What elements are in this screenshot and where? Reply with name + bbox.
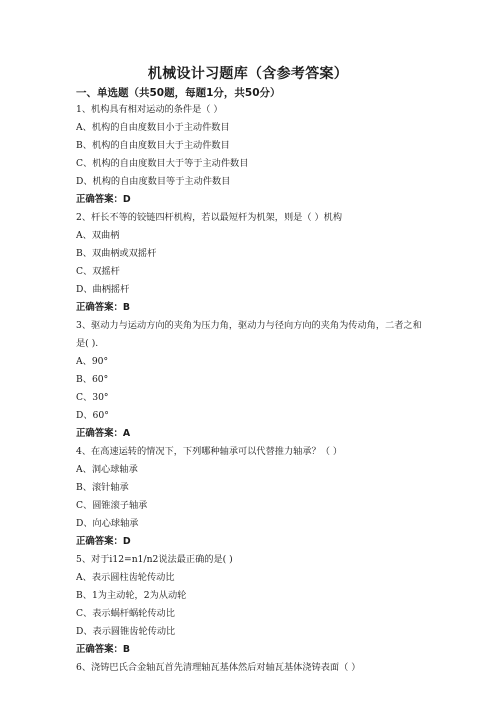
document-title: 机械设计习题库（含参考答案） xyxy=(147,66,349,82)
question-option: C、圆锥滚子轴承 xyxy=(76,500,148,511)
question-option: B、滚针轴承 xyxy=(76,482,129,493)
question-stem: 1、机构具有相对运动的条件是（ ） xyxy=(76,104,223,115)
question-option: B、机构的自由度数目大于主动件数目 xyxy=(76,140,230,151)
answer-label: 正确答案：D xyxy=(76,536,131,547)
answer-label: 正确答案：D xyxy=(76,194,131,205)
question-option: D、机构的自由度数目等于主动件数目 xyxy=(76,176,231,187)
question-option: B、1为主动轮，2为从动轮 xyxy=(76,590,187,601)
question-stem: 4、在高速运转的情况下，下列哪种轴承可以代替推力轴承？（ ） xyxy=(76,446,343,457)
question-option: D、向心球轴承 xyxy=(76,518,139,529)
question-option: B、60° xyxy=(76,374,109,385)
question-option: B、双曲柄或双摇杆 xyxy=(76,248,157,259)
question-option: D、60° xyxy=(76,410,109,421)
question-option: D、曲柄摇杆 xyxy=(76,284,130,295)
section-heading: 一、单选题（共50题，每题1分，共50分） xyxy=(76,87,281,99)
answer-label: 正确答案：A xyxy=(76,428,131,439)
question-option: C、30° xyxy=(76,392,109,403)
question-option: C、机构的自由度数目大于等于主动件数目 xyxy=(76,158,249,169)
question-option: A、洞心球轴承 xyxy=(76,464,138,475)
question-stem: 2、杆长不等的铰链四杆机构，若以最短杆为机架，则是（ ）机构 xyxy=(76,212,343,223)
question-list xyxy=(76,101,426,677)
question-option: A、90° xyxy=(76,356,109,367)
question-option: C、表示蜗杆蜗轮传动比 xyxy=(76,608,175,619)
answer-label: 正确答案：B xyxy=(76,302,131,313)
question-stem: 6、浇铸巴氏合金轴瓦首先清理轴瓦基体然后对轴瓦基体浇铸表面（ ） xyxy=(76,662,361,673)
question-stem: 3、驱动力与运动方向的夹角为压力角，驱动力与径向方向的夹角为传动角，二者之和是( ). xyxy=(76,320,422,349)
question-option: A、表示圆柱齿轮传动比 xyxy=(76,572,175,583)
answer-label: 正确答案：B xyxy=(76,644,131,655)
question-option: A、双曲柄 xyxy=(76,230,120,241)
question-option: A、机构的自由度数目小于主动件数目 xyxy=(76,122,230,133)
question-option: D、表示圆锥齿轮传动比 xyxy=(76,626,176,637)
question-stem: 5、对于i12=n1/n2说法最正确的是( ) xyxy=(76,554,233,565)
question-option: C、双摇杆 xyxy=(76,266,120,277)
